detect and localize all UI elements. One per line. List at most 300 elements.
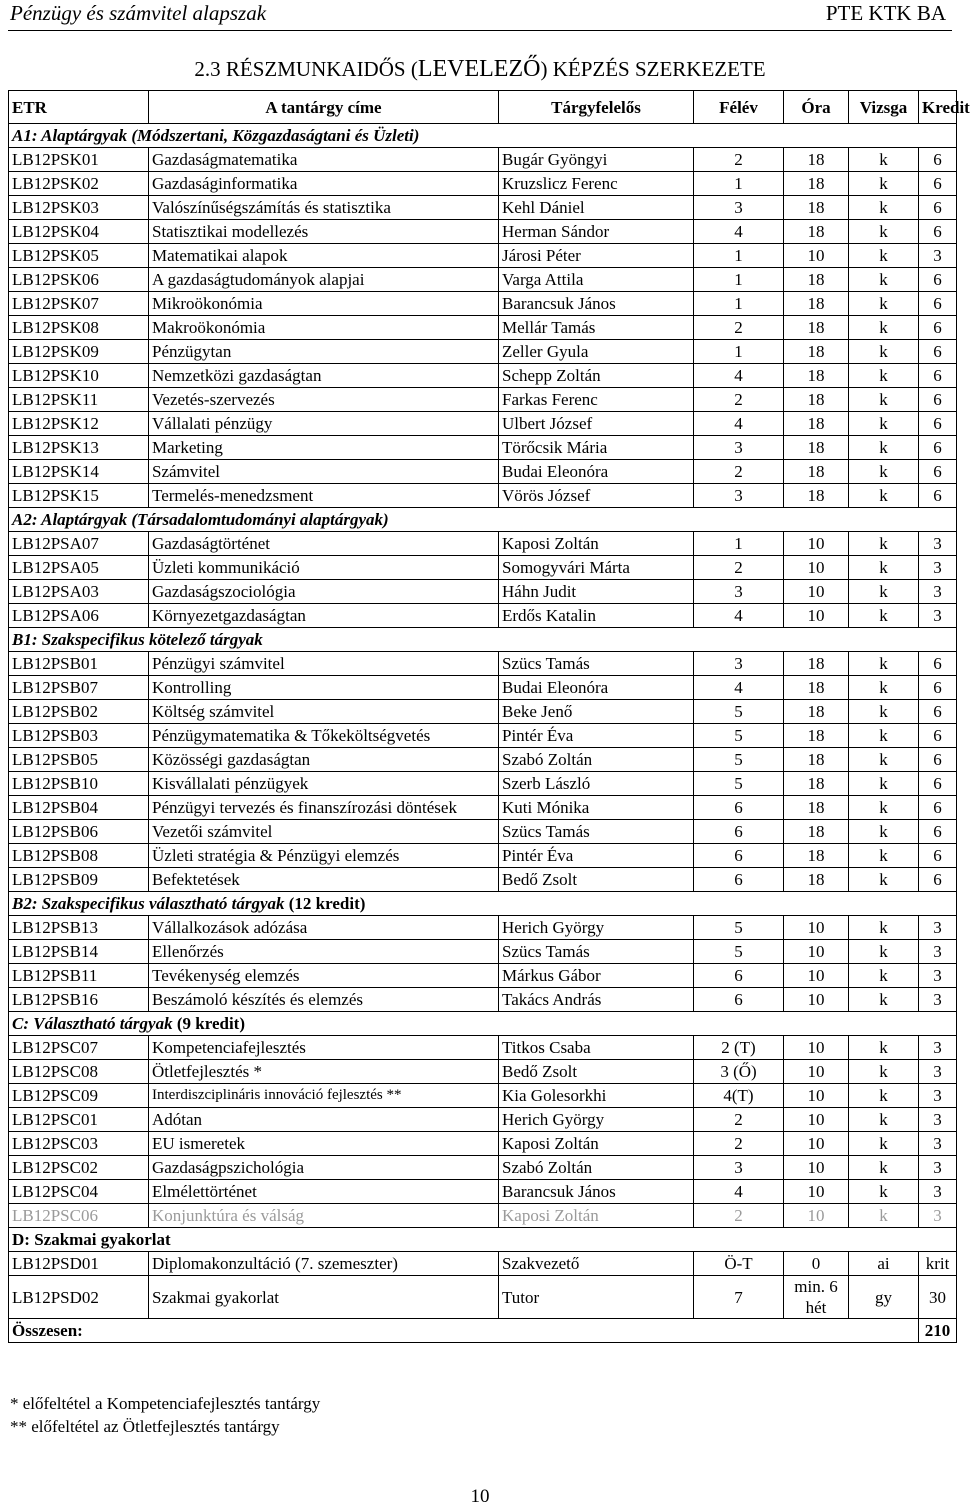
cell-title: Vezetői számvitel (149, 820, 499, 844)
curriculum-table (8, 90, 970, 1343)
table-row (9, 340, 957, 364)
cell-title: Gazdaságtörténet (149, 532, 499, 556)
table-row (9, 916, 957, 940)
cell-exam: k (849, 1132, 919, 1156)
cell-semester: 4 (694, 1180, 784, 1204)
cell-credit: 3 (919, 1204, 957, 1228)
cell-title: Gazdaságpszichológia (149, 1156, 499, 1180)
table-row (9, 676, 957, 700)
cell-responsible: Szabó Zoltán (499, 748, 694, 772)
cell-etr: LB12PSK11 (9, 388, 149, 412)
cell-responsible: Szabó Zoltán (499, 1156, 694, 1180)
footnote-2: ** előfeltétel az Ötletfejlesztés tantárgy (10, 1417, 280, 1436)
cell-etr: LB12PSK04 (9, 220, 149, 244)
cell-title: Ellenőrzés (149, 940, 499, 964)
cell-hours: 18 (784, 820, 849, 844)
cell-etr: LB12PSB02 (9, 700, 149, 724)
cell-credit: 30 (919, 1276, 957, 1319)
cell-hours: 18 (784, 724, 849, 748)
cell-etr: LB12PSB09 (9, 868, 149, 892)
cell-hours: 18 (784, 340, 849, 364)
table-row (9, 724, 957, 748)
cell-etr: LB12PSB01 (9, 652, 149, 676)
cell-hours: 10 (784, 244, 849, 268)
cell-etr: LB12PSB04 (9, 796, 149, 820)
cell-responsible: Kaposi Zoltán (499, 1132, 694, 1156)
cell-semester: 6 (694, 844, 784, 868)
cell-responsible: Budai Eleonóra (499, 460, 694, 484)
cell-credit: 6 (919, 388, 957, 412)
section-title-label: C: Választható tárgyak (12, 1014, 173, 1033)
cell-exam: k (849, 868, 919, 892)
cell-hours: 18 (784, 868, 849, 892)
cell-semester: 4 (694, 604, 784, 628)
cell-hours: 18 (784, 388, 849, 412)
cell-title: Matematikai alapok (149, 244, 499, 268)
cell-hours: 18 (784, 436, 849, 460)
table-row (9, 652, 957, 676)
cell-semester: 5 (694, 700, 784, 724)
cell-title: Ötletfejlesztés * (149, 1060, 499, 1084)
cell-credit: 6 (919, 772, 957, 796)
section-title (9, 892, 957, 916)
total-label: Összesen: (9, 1319, 919, 1343)
cell-exam: k (849, 556, 919, 580)
section-title-label: B2: Szakspecifikus választható tárgyak (12, 894, 285, 913)
cell-etr: LB12PSK10 (9, 364, 149, 388)
cell-responsible: Kruzslicz Ferenc (499, 172, 694, 196)
cell-semester: 1 (694, 244, 784, 268)
cell-exam: k (849, 532, 919, 556)
section-row (9, 508, 957, 532)
section-row (9, 124, 957, 148)
cell-credit: 6 (919, 340, 957, 364)
cell-credit: 3 (919, 532, 957, 556)
cell-exam: k (849, 988, 919, 1012)
cell-hours: 18 (784, 844, 849, 868)
table-row (9, 412, 957, 436)
cell-semester: 2 (694, 1108, 784, 1132)
table-row (9, 1084, 957, 1108)
table-row (9, 796, 957, 820)
cell-title: Környezetgazdaságtan (149, 604, 499, 628)
cell-exam: k (849, 940, 919, 964)
table-row (9, 1036, 957, 1060)
cell-title: Kompetenciafejlesztés (149, 1036, 499, 1060)
cell-semester: 3 (694, 580, 784, 604)
cell-etr: LB12PSK13 (9, 436, 149, 460)
cell-semester: 7 (694, 1276, 784, 1319)
cell-exam: k (849, 460, 919, 484)
cell-responsible: Somogyvári Márta (499, 556, 694, 580)
section-title (9, 628, 957, 652)
cell-credit: 6 (919, 484, 957, 508)
cell-credit: 6 (919, 820, 957, 844)
cell-etr: LB12PSK09 (9, 340, 149, 364)
cell-semester: 3 (694, 652, 784, 676)
section-title-label: A2: Alaptárgyak (Társadalomtudományi alaptárgyak) (12, 510, 389, 529)
cell-credit: 6 (919, 436, 957, 460)
cell-semester: 2 (694, 316, 784, 340)
cell-etr: LB12PSB13 (9, 916, 149, 940)
cell-title: A gazdaságtudományok alapjai (149, 268, 499, 292)
cell-responsible: Bedő Zsolt (499, 868, 694, 892)
cell-hours: 10 (784, 556, 849, 580)
table-row (9, 604, 957, 628)
cell-title: Vállalati pénzügy (149, 412, 499, 436)
cell-hours: 18 (784, 412, 849, 436)
title-part-1: 2.3 RÉSZMUNKAIDŐS ( (194, 57, 418, 81)
cell-responsible: Bedő Zsolt (499, 1060, 694, 1084)
table-row (9, 940, 957, 964)
table-row (9, 460, 957, 484)
cell-hours: 18 (784, 220, 849, 244)
cell-responsible: Varga Attila (499, 268, 694, 292)
cell-title: Makroökonómia (149, 316, 499, 340)
cell-exam: k (849, 172, 919, 196)
cell-etr: LB12PSA03 (9, 580, 149, 604)
total-value: 210 (919, 1319, 957, 1343)
cell-credit: 3 (919, 556, 957, 580)
cell-title: Termelés-menedzsment (149, 484, 499, 508)
cell-hours: min. 6 hét (784, 1276, 849, 1319)
cell-etr: LB12PSC01 (9, 1108, 149, 1132)
col-header-responsible: Tárgyfelelős (499, 91, 694, 124)
cell-credit: krit (919, 1252, 957, 1276)
cell-hours: 18 (784, 292, 849, 316)
cell-semester: 2 (694, 1204, 784, 1228)
cell-title: Közösségi gazdaságtan (149, 748, 499, 772)
cell-title: Tevékenység elemzés (149, 964, 499, 988)
section-row (9, 1228, 957, 1252)
cell-title: Költség számvitel (149, 700, 499, 724)
cell-responsible: Törőcsik Mária (499, 436, 694, 460)
table-row (9, 292, 957, 316)
cell-title: Vezetés-szervezés (149, 388, 499, 412)
cell-credit: 3 (919, 940, 957, 964)
cell-semester: 1 (694, 292, 784, 316)
cell-etr: LB12PSB14 (9, 940, 149, 964)
table-row (9, 772, 957, 796)
table-body (9, 91, 970, 1343)
cell-title: Diplomakonzultáció (7. szemeszter) (149, 1252, 499, 1276)
cell-exam: k (849, 844, 919, 868)
table-row (9, 1252, 957, 1276)
cell-semester: 4 (694, 220, 784, 244)
cell-exam: k (849, 244, 919, 268)
cell-hours: 10 (784, 1156, 849, 1180)
cell-hours: 10 (784, 1108, 849, 1132)
cell-hours: 18 (784, 748, 849, 772)
cell-responsible: Herman Sándor (499, 220, 694, 244)
cell-credit: 6 (919, 844, 957, 868)
cell-exam: k (849, 700, 919, 724)
cell-responsible: Szücs Tamás (499, 940, 694, 964)
table-row (9, 388, 957, 412)
cell-title: Marketing (149, 436, 499, 460)
cell-exam: k (849, 196, 919, 220)
cell-hours: 18 (784, 148, 849, 172)
cell-semester: 1 (694, 268, 784, 292)
cell-exam: k (849, 268, 919, 292)
cell-semester: 1 (694, 532, 784, 556)
cell-semester: 2 (694, 388, 784, 412)
cell-title: Mikroökonómia (149, 292, 499, 316)
cell-responsible: Szerb László (499, 772, 694, 796)
section-title (9, 1228, 957, 1252)
cell-credit: 3 (919, 1108, 957, 1132)
cell-hours: 10 (784, 964, 849, 988)
cell-exam: k (849, 1204, 919, 1228)
document-title (0, 56, 960, 83)
cell-responsible: Kia Golesorkhi (499, 1084, 694, 1108)
cell-hours: 18 (784, 316, 849, 340)
cell-credit: 3 (919, 1180, 957, 1204)
cell-semester: 4 (694, 676, 784, 700)
table-row (9, 196, 957, 220)
cell-semester: 6 (694, 988, 784, 1012)
cell-title: Valószínűségszámítás és statisztika (149, 196, 499, 220)
cell-etr: LB12PSD01 (9, 1252, 149, 1276)
cell-title: Vállalkozások adózása (149, 916, 499, 940)
cell-hours: 18 (784, 700, 849, 724)
cell-exam: k (849, 148, 919, 172)
col-header-title: A tantárgy címe (149, 91, 499, 124)
cell-credit: 3 (919, 1060, 957, 1084)
cell-exam: k (849, 316, 919, 340)
cell-semester: 2 (694, 148, 784, 172)
cell-exam: k (849, 388, 919, 412)
cell-etr: LB12PSB11 (9, 964, 149, 988)
cell-responsible: Kuti Mónika (499, 796, 694, 820)
cell-title: Üzleti stratégia & Pénzügyi elemzés (149, 844, 499, 868)
cell-etr: LB12PSB03 (9, 724, 149, 748)
cell-credit: 6 (919, 796, 957, 820)
cell-responsible: Herich György (499, 916, 694, 940)
table-row (9, 172, 957, 196)
cell-semester: 4(T) (694, 1084, 784, 1108)
table-row (9, 220, 957, 244)
cell-credit: 6 (919, 652, 957, 676)
cell-responsible: Járosi Péter (499, 244, 694, 268)
footnote-1: * előfeltétel a Kompetenciafejlesztés tantárgy (10, 1394, 321, 1413)
cell-semester: 4 (694, 364, 784, 388)
header-left-title: Pénzügy és számvitel alapszak (10, 1, 267, 25)
footnotes (10, 1392, 320, 1438)
cell-title: Pénzügyi tervezés és finanszírozási döntések (149, 796, 499, 820)
cell-semester: 5 (694, 940, 784, 964)
cell-semester: 2 (694, 556, 784, 580)
table-row (9, 844, 957, 868)
cell-credit: 6 (919, 460, 957, 484)
cell-etr: LB12PSK03 (9, 196, 149, 220)
cell-hours: 10 (784, 1180, 849, 1204)
cell-semester: 5 (694, 724, 784, 748)
cell-responsible: Kaposi Zoltán (499, 1204, 694, 1228)
cell-etr: LB12PSK14 (9, 460, 149, 484)
section-title-label: D: Szakmai gyakorlat (12, 1230, 171, 1249)
cell-hours: 18 (784, 460, 849, 484)
section-title (9, 124, 957, 148)
cell-title: Statisztikai modellezés (149, 220, 499, 244)
cell-exam: k (849, 604, 919, 628)
cell-title: Pénzügyi számvitel (149, 652, 499, 676)
cell-credit: 6 (919, 676, 957, 700)
cell-etr: LB12PSC02 (9, 1156, 149, 1180)
cell-hours: 10 (784, 1060, 849, 1084)
cell-etr: LB12PSD02 (9, 1276, 149, 1319)
cell-etr: LB12PSB10 (9, 772, 149, 796)
table-row (9, 436, 957, 460)
cell-responsible: Márkus Gábor (499, 964, 694, 988)
cell-responsible: Kehl Dániel (499, 196, 694, 220)
cell-etr: LB12PSA07 (9, 532, 149, 556)
cell-credit: 6 (919, 724, 957, 748)
cell-credit: 3 (919, 1156, 957, 1180)
cell-credit: 6 (919, 172, 957, 196)
cell-hours: 18 (784, 484, 849, 508)
cell-hours: 18 (784, 772, 849, 796)
cell-exam: k (849, 484, 919, 508)
cell-responsible: Kaposi Zoltán (499, 532, 694, 556)
cell-semester: 5 (694, 772, 784, 796)
table-row (9, 868, 957, 892)
cell-hours: 18 (784, 652, 849, 676)
cell-hours: 10 (784, 940, 849, 964)
table-row (9, 364, 957, 388)
cell-credit: 6 (919, 316, 957, 340)
cell-etr: LB12PSC03 (9, 1132, 149, 1156)
cell-exam: k (849, 676, 919, 700)
cell-responsible: Barancsuk János (499, 292, 694, 316)
cell-etr: LB12PSC07 (9, 1036, 149, 1060)
cell-credit: 3 (919, 580, 957, 604)
cell-etr: LB12PSA06 (9, 604, 149, 628)
cell-responsible: Barancsuk János (499, 1180, 694, 1204)
cell-exam: k (849, 796, 919, 820)
cell-responsible: Pintér Éva (499, 724, 694, 748)
cell-exam: k (849, 652, 919, 676)
cell-hours: 18 (784, 364, 849, 388)
cell-etr: LB12PSA05 (9, 556, 149, 580)
cell-credit: 3 (919, 988, 957, 1012)
col-header-exam: Vizsga (849, 91, 919, 124)
cell-responsible: Ulbert József (499, 412, 694, 436)
section-title-label: A1: Alaptárgyak (Módszertani, Közgazdaságtani és Üzleti) (12, 126, 420, 145)
cell-credit: 6 (919, 268, 957, 292)
table-row (9, 1156, 957, 1180)
cell-exam: k (849, 340, 919, 364)
cell-etr: LB12PSK05 (9, 244, 149, 268)
cell-responsible: Beke Jenő (499, 700, 694, 724)
cell-hours: 18 (784, 172, 849, 196)
cell-responsible: Herich György (499, 1108, 694, 1132)
cell-responsible: Bugár Gyöngyi (499, 148, 694, 172)
cell-exam: k (849, 772, 919, 796)
table-row (9, 700, 957, 724)
cell-exam: k (849, 364, 919, 388)
cell-responsible: Erdős Katalin (499, 604, 694, 628)
cell-title: Számvitel (149, 460, 499, 484)
cell-credit: 3 (919, 916, 957, 940)
cell-credit: 3 (919, 964, 957, 988)
cell-semester: 5 (694, 748, 784, 772)
cell-hours: 10 (784, 1084, 849, 1108)
cell-title: Interdiszciplináris innováció fejlesztés ** (149, 1084, 499, 1108)
cell-exam: k (849, 412, 919, 436)
cell-exam: k (849, 1060, 919, 1084)
cell-etr: LB12PSC08 (9, 1060, 149, 1084)
cell-etr: LB12PSC09 (9, 1084, 149, 1108)
table-row (9, 244, 957, 268)
cell-exam: k (849, 220, 919, 244)
cell-credit: 6 (919, 748, 957, 772)
cell-semester: 1 (694, 172, 784, 196)
cell-hours: 0 (784, 1252, 849, 1276)
cell-etr: LB12PSC04 (9, 1180, 149, 1204)
cell-credit: 6 (919, 220, 957, 244)
cell-credit: 3 (919, 244, 957, 268)
table-row (9, 556, 957, 580)
cell-semester: 2 (694, 1132, 784, 1156)
cell-semester: 3 (694, 484, 784, 508)
cell-title: Pénzügymatematika & Tőkeköltségvetés (149, 724, 499, 748)
cell-responsible: Szakvezető (499, 1252, 694, 1276)
cell-credit: 6 (919, 292, 957, 316)
table-row (9, 1108, 957, 1132)
cell-semester: 2 (T) (694, 1036, 784, 1060)
section-title-extra: (12 kredit) (284, 894, 366, 913)
cell-credit: 6 (919, 148, 957, 172)
cell-semester: 2 (694, 460, 784, 484)
cell-semester: 6 (694, 796, 784, 820)
cell-exam: k (849, 580, 919, 604)
cell-title: Gazdaságinformatika (149, 172, 499, 196)
cell-title: Üzleti kommunikáció (149, 556, 499, 580)
cell-semester: 3 (694, 436, 784, 460)
section-row (9, 892, 957, 916)
section-title-label: B1: Szakspecifikus kötelező tárgyak (12, 630, 263, 649)
cell-title: Szakmai gyakorlat (149, 1276, 499, 1319)
cell-hours: 18 (784, 196, 849, 220)
cell-exam: k (849, 1180, 919, 1204)
table-row (9, 1204, 957, 1228)
cell-responsible: Zeller Gyula (499, 340, 694, 364)
table-row (9, 1276, 957, 1319)
table-row (9, 1180, 957, 1204)
table-row (9, 316, 957, 340)
cell-credit: 3 (919, 604, 957, 628)
cell-title: Kontrolling (149, 676, 499, 700)
col-header-etr: ETR (9, 91, 149, 124)
cell-exam: ai (849, 1252, 919, 1276)
table-row (9, 148, 957, 172)
title-part-3: ) KÉPZÉS SZERKEZETE (540, 57, 766, 81)
cell-title: Beszámoló készítés és elemzés (149, 988, 499, 1012)
cell-hours: 10 (784, 916, 849, 940)
cell-etr: LB12PSB16 (9, 988, 149, 1012)
cell-responsible: Farkas Ferenc (499, 388, 694, 412)
cell-credit: 3 (919, 1036, 957, 1060)
cell-semester: 3 (694, 1156, 784, 1180)
cell-title: Kisvállalati pénzügyek (149, 772, 499, 796)
col-header-credit: Kredit (919, 91, 957, 124)
cell-responsible: Titkos Csaba (499, 1036, 694, 1060)
cell-exam: k (849, 964, 919, 988)
cell-title: Pénzügytan (149, 340, 499, 364)
cell-etr: LB12PSK08 (9, 316, 149, 340)
table-row (9, 580, 957, 604)
